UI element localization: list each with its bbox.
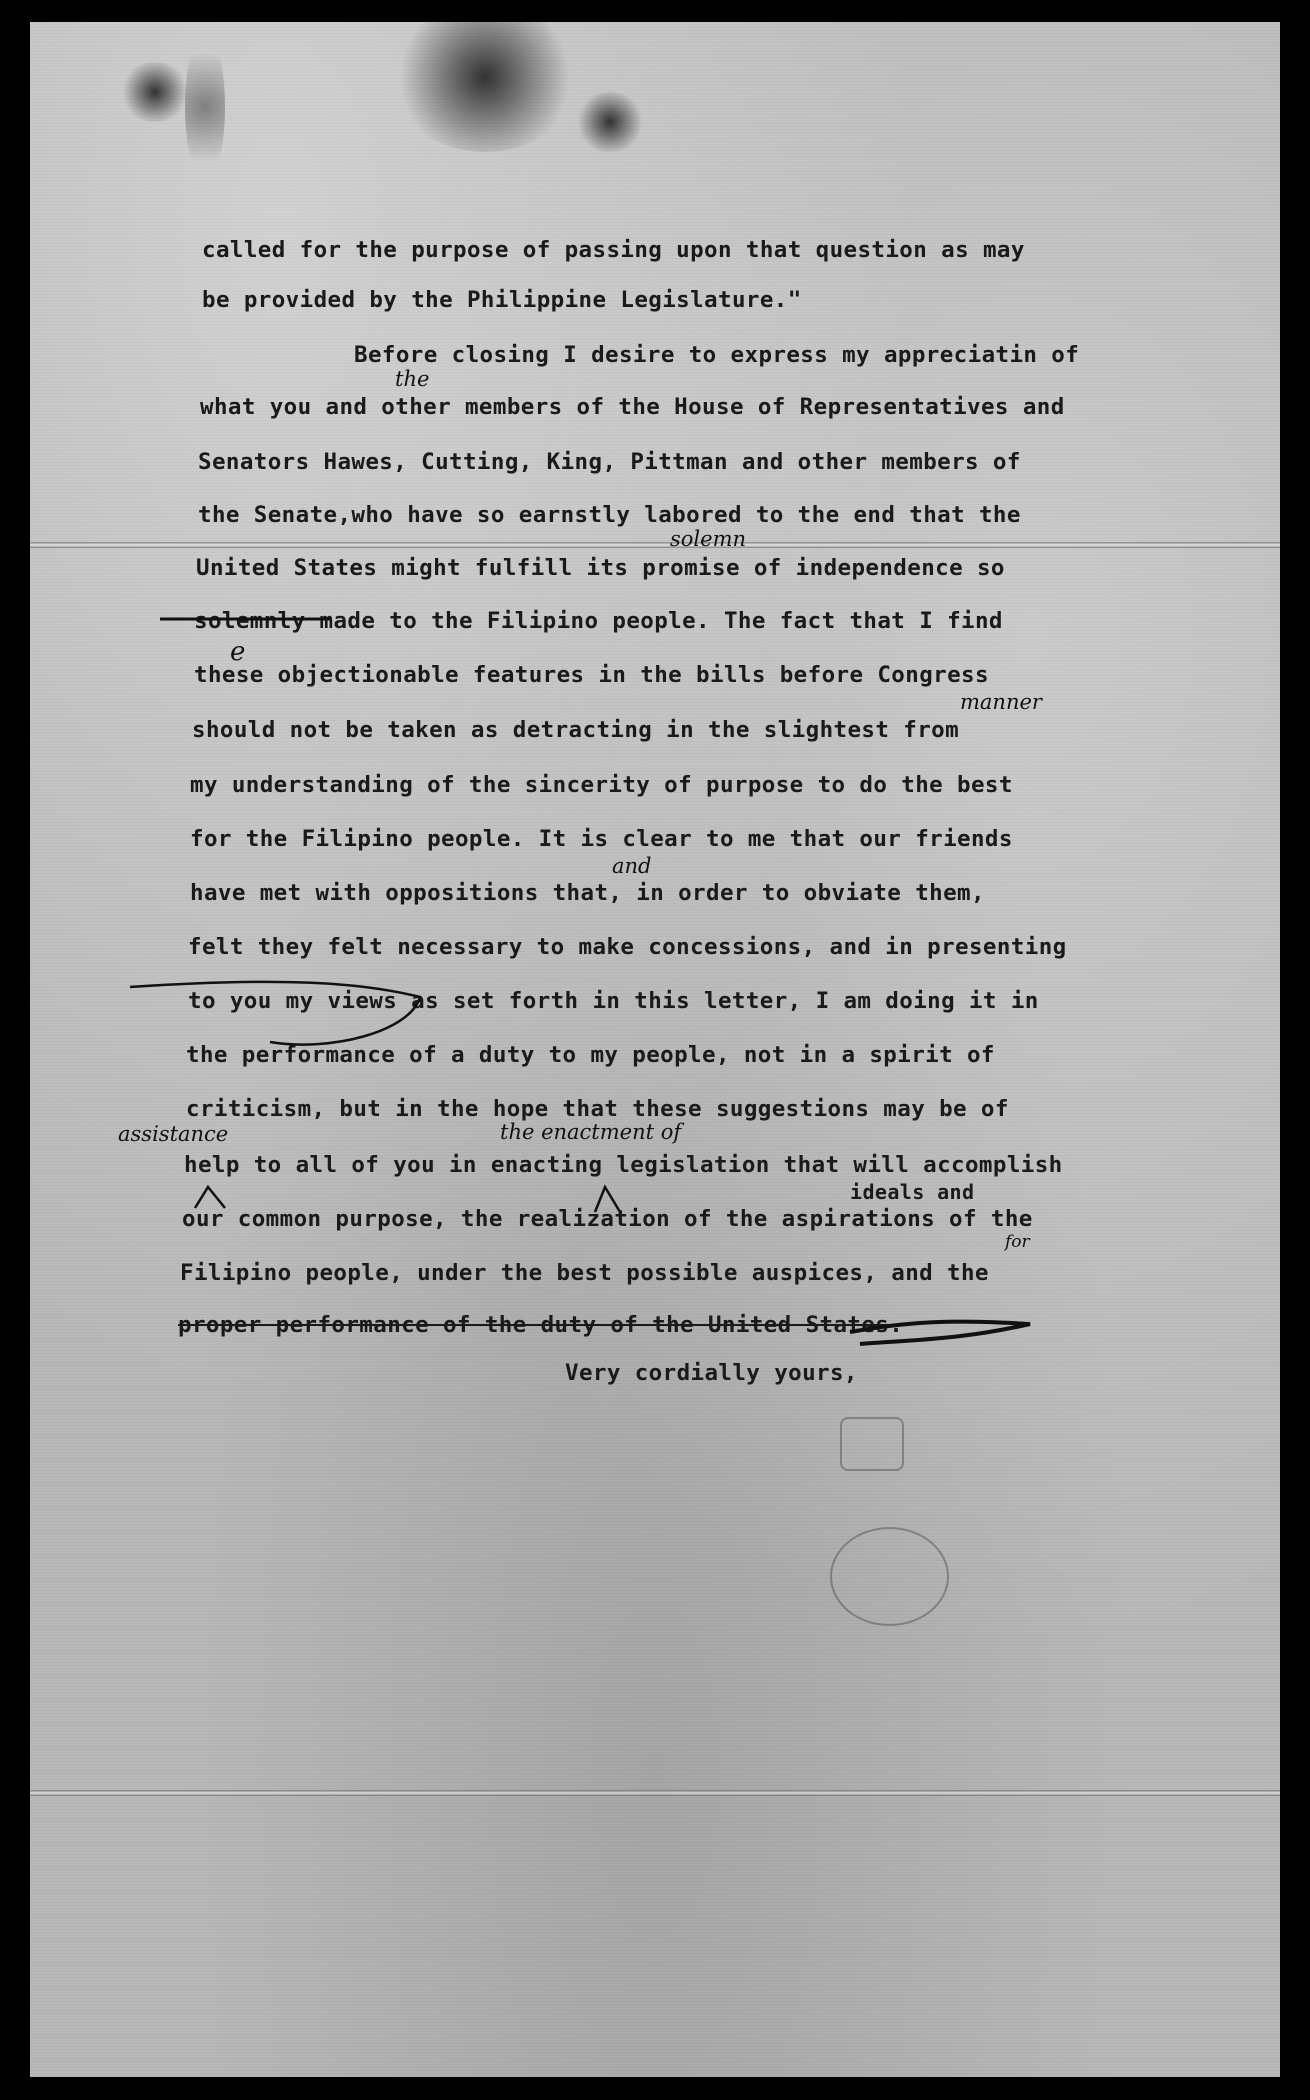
- caret-mark: [595, 1187, 620, 1212]
- letter-line: help to all of you in enacting legislation that will accomplish: [184, 1152, 1063, 1178]
- letter-line: to you my views as set forth in this letter, I am doing it in: [188, 988, 1039, 1014]
- letter-line: the Senate,who have so earnstly labored to the end that the: [198, 502, 1021, 528]
- letter-line: be provided by the Philippine Legislature.": [202, 287, 802, 313]
- handwritten-insert: assistance: [118, 1122, 229, 1146]
- letter-line: should not be taken as detracting in the slightest from: [192, 717, 960, 743]
- letter-line: called for the purpose of passing upon that question as may: [202, 237, 1025, 263]
- letter-line: Filipino people, under the best possible auspices, and the: [180, 1260, 989, 1286]
- scribble-mark: [850, 1322, 1030, 1344]
- loop-mark: [130, 982, 420, 1045]
- stamp-mark: [840, 1417, 904, 1471]
- stamp-mark: [830, 1527, 949, 1626]
- letter-line: what you and other members of the House of Representatives and: [200, 394, 1065, 420]
- letter-line: felt they felt necessary to make concessions, and in presenting: [188, 934, 1067, 960]
- handwritten-insert: the enactment of: [500, 1120, 682, 1144]
- letter-line: Before closing I desire to express my appreciatin of: [354, 342, 1080, 368]
- handwritten-insert: and: [612, 854, 652, 878]
- handwritten-marks: [30, 22, 1280, 2077]
- handwritten-insert: for: [1005, 1232, 1030, 1252]
- handwritten-insert: solemn: [670, 527, 747, 551]
- caret-mark: [195, 1187, 225, 1208]
- letter-line: have met with oppositions that, in order to obviate them,: [190, 880, 985, 906]
- letter-line: solemnly made to the Filipino people. The fact that I find: [194, 608, 1003, 634]
- handwritten-insert: manner: [960, 690, 1042, 714]
- letter-line: our common purpose, the realization of the aspirations of the: [182, 1206, 1033, 1232]
- letter-line: Senators Hawes, Cutting, King, Pittman and other members of: [198, 449, 1021, 475]
- document-page: [30, 22, 1280, 2077]
- letter-line: for the Filipino people. It is clear to me that our friends: [190, 826, 1013, 852]
- closing-salutation: Very cordially yours,: [565, 1360, 858, 1386]
- letter-line: my understanding of the sincerity of purpose to do the best: [190, 772, 1013, 798]
- letter-line: these objectionable features in the bills before Congress: [194, 662, 989, 688]
- typed-insert: ideals and: [850, 1180, 975, 1204]
- handwritten-insert: the: [395, 367, 430, 391]
- letter-line: criticism, but in the hope that these suggestions may be of: [186, 1096, 1009, 1122]
- letter-line: the performance of a duty to my people, not in a spirit of: [186, 1042, 995, 1068]
- handwritten-insert: e: [230, 637, 246, 667]
- letter-line: United States might fulfill its promise of independence so: [196, 555, 1005, 581]
- letter-line-struck: proper performance of the duty of the United States.: [178, 1312, 904, 1338]
